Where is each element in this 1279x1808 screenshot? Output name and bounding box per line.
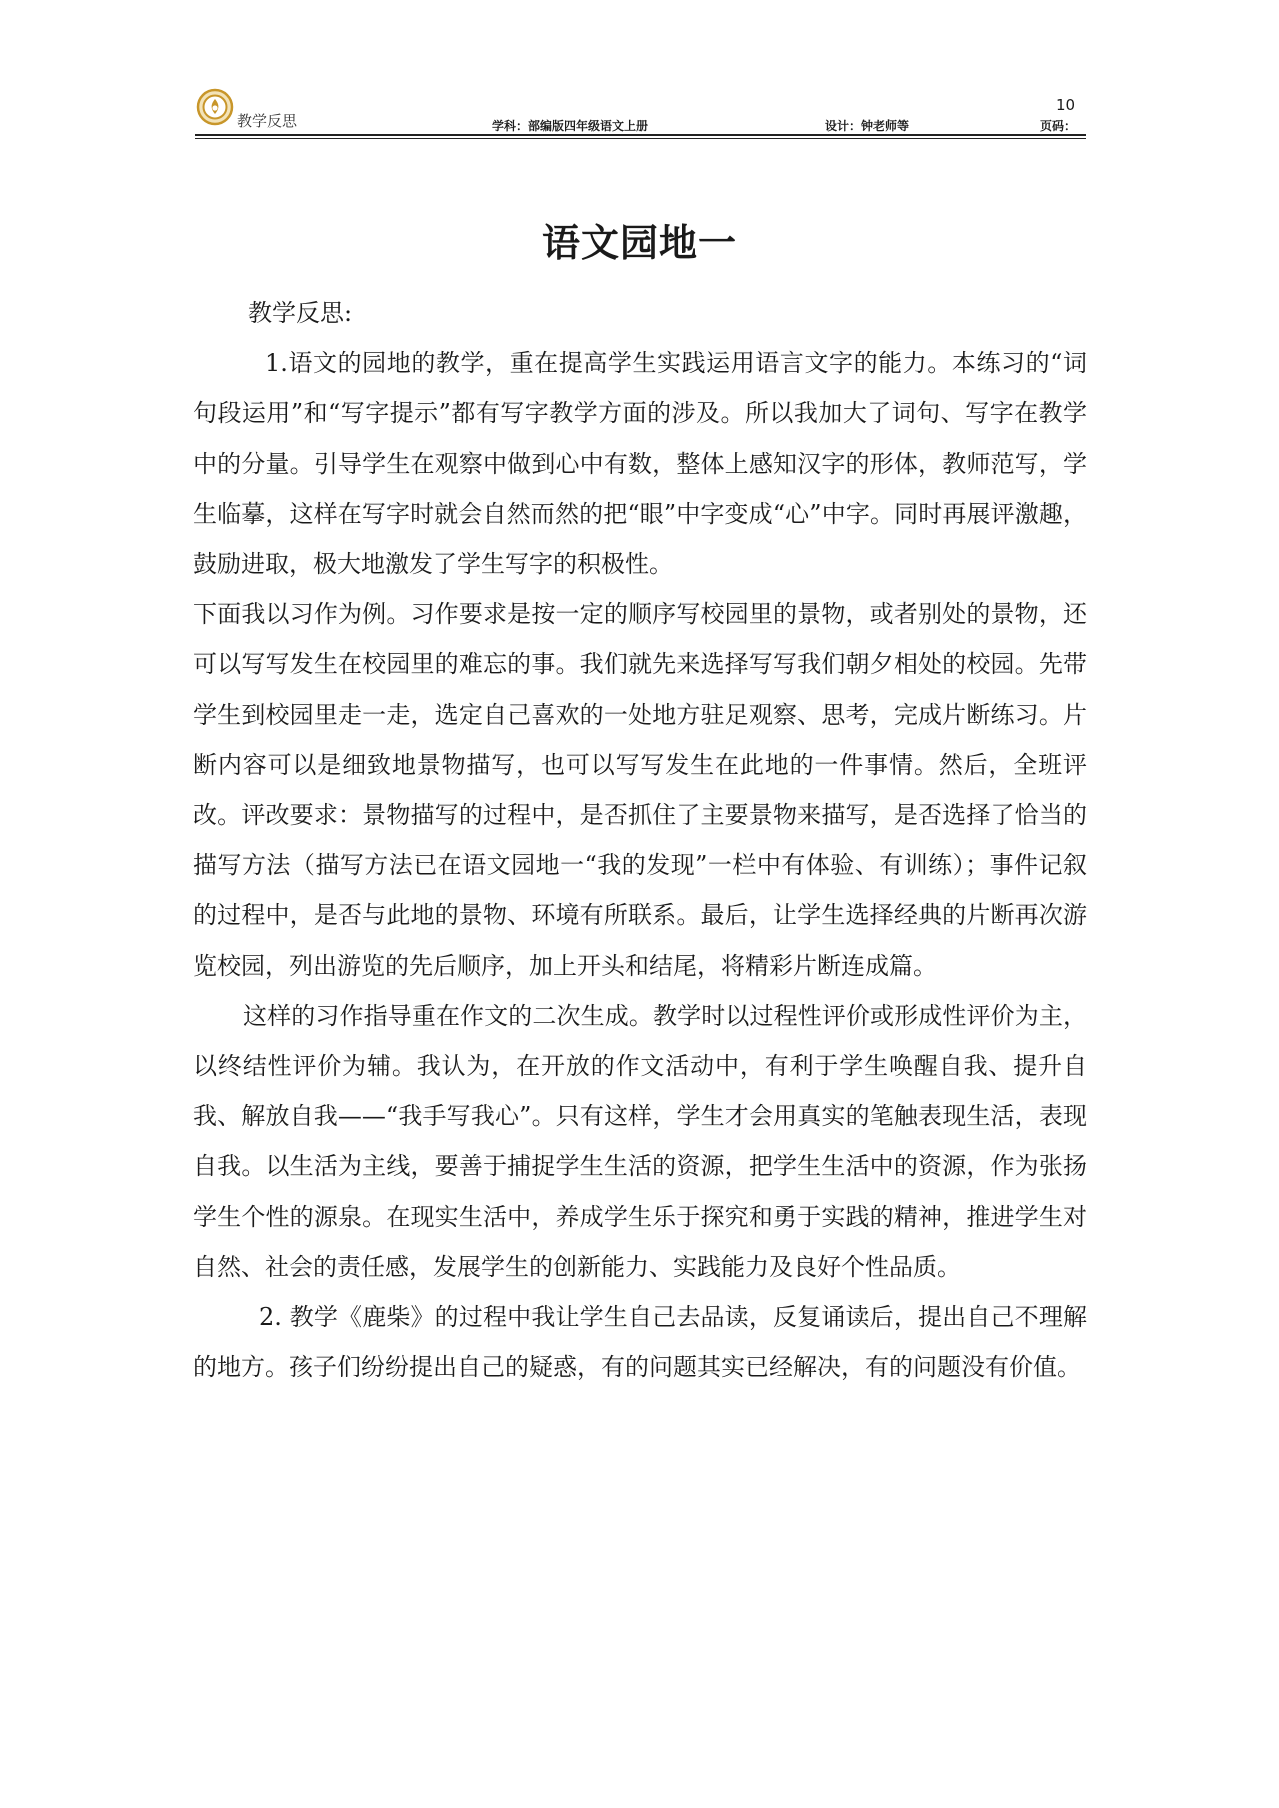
paragraph-3: 这样的习作指导重在作文的二次生成。教学时以过程性评价或形成性评价为主，以终结性评价为辅。我认为，在开放的作文活动中，有利于学生唤醒自我、提升自我、解放自我——“我手写我心”。只有这样，学生才会用真实的笔触表现生活，表现自我。以生活为主线，要善于捕捉学生生活的资源，把学生生活中的资源，作为张扬学生个性的源泉。在现实生活中，养成学生乐于探究和勇于实践的精神，推进学生对自然、社会的责任感，发展学生的创新能力、实践能力及良好个性品质。 <box>193 1001 1087 1281</box>
page-title: 语文园地一 <box>541 221 737 265</box>
header-subject: 学科：部编版四年级语文上册 <box>492 119 649 133</box>
page-number: 10 <box>1056 96 1076 114</box>
header-designer: 设计：钟老师等 <box>825 119 910 133</box>
header-pages-label: 页码： <box>1040 119 1077 133</box>
header-rule <box>195 134 1086 139</box>
paragraph-4: 2. 教学《鹿柴》的过程中我让学生自己去品读，反复诵读后，提出自己不理解的地方。孩子们纷纷提出自己的疑惑，有的问题其实已经解决，有的问题没有价值。 <box>193 1303 1087 1382</box>
paragraph-1: 1.语文的园地的教学，重在提高学生实践运用语言文字的能力。本练习的“词句段运用”和“写字提示”都有写字教学方面的涉及。所以我加大了词句、写字在教学中的分量。引导学生在观察中做到心中有数，整体上感知汉字的形体，教师范写，学生临摹，这样在写字时就会自然而然的把“眼”中字变成“心”中字。同时再展评激趣，鼓励进取，极大地激发了学生写字的积极性。 <box>193 349 1087 579</box>
school-emblem-icon <box>196 88 234 126</box>
paragraph-2: 下面我以习作为例。习作要求是按一定的顺序写校园里的景物，或者别处的景物，还可以写写发生在校园里的难忘的事。我们就先来选择写写我们朝夕相处的校园。先带学生到校园里走一走，选定自己喜欢的一处地方驻足观察、思考，完成片断练习。片断内容可以是细致地景物描写，也可以写写发生在此地的一件事情。然后，全班评改。评改要求：景物描写的过程中，是否抓住了主要景物来描写，是否选择了恰当的描写方法（描写方法已在语文园地一“我的发现”一栏中有体验、有训练）；事件记叙的过程中，是否与此地的景物、环境有所联系。最后，让学生选择经典的片断再次游览校园，列出游览的先后顺序，加上开头和结尾，将精彩片断连成篇。 <box>193 600 1087 980</box>
document-body <box>193 288 1087 1392</box>
section-label: 教学反思: <box>248 299 353 327</box>
header-left-label: 教学反思 <box>237 112 298 130</box>
